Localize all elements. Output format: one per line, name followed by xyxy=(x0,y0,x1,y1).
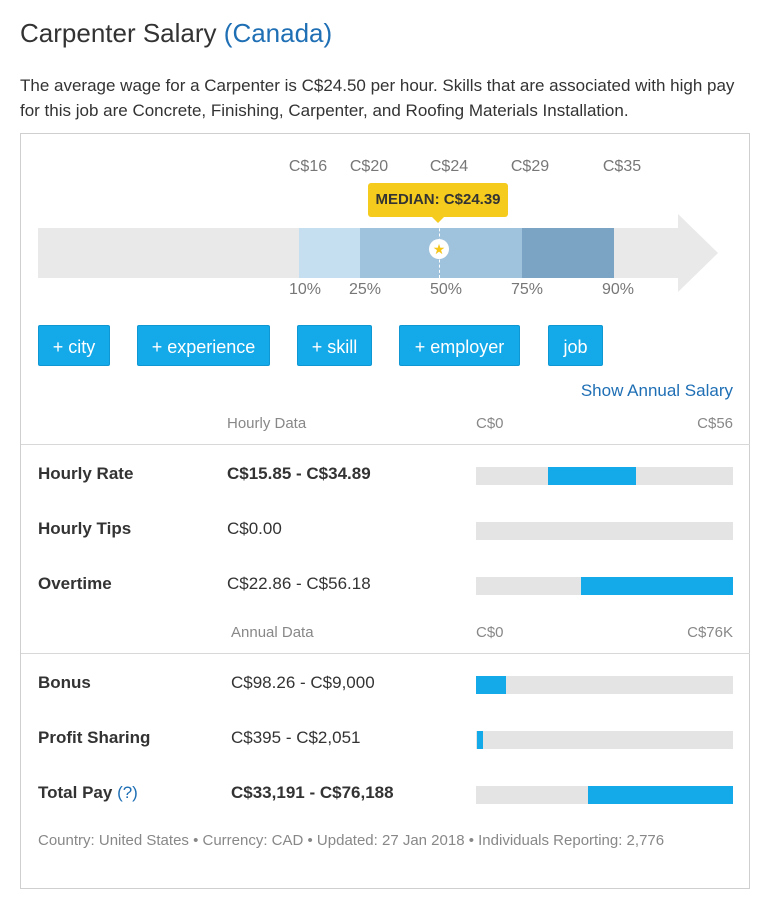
hourly-tips-bar xyxy=(476,522,733,540)
range-value-p10: C$16 xyxy=(288,158,328,175)
hourly-rate-label: Hourly Rate xyxy=(38,464,134,483)
hourly-rate-bar-fill xyxy=(548,467,636,485)
add-skill-button[interactable]: + skill xyxy=(297,325,372,366)
country-link[interactable]: (Canada) xyxy=(223,18,333,48)
bonus-bar-fill xyxy=(476,676,506,694)
profit-sharing-label: Profit Sharing xyxy=(38,728,151,747)
bonus-label: Bonus xyxy=(38,673,91,692)
hourly-divider xyxy=(21,444,750,445)
percentile-label-50: 50% xyxy=(429,281,463,298)
add-experience-button[interactable]: + experience xyxy=(137,325,270,366)
overtime-value: C$22.86 - C$56.18 xyxy=(227,574,371,593)
hourly-rate-value: C$15.85 - C$34.89 xyxy=(227,464,371,483)
data-footnote: Country: United States • Currency: CAD • Updated: 27 Jan 2018 • Individuals Reporting: 2,776 xyxy=(38,832,665,849)
total-pay-help-link[interactable]: (?) xyxy=(117,783,138,802)
total-pay-bar-fill xyxy=(588,786,733,804)
hourly-tips-label: Hourly Tips xyxy=(38,519,132,538)
total-pay-bar xyxy=(476,786,733,804)
percentile-label-25: 25% xyxy=(348,281,382,298)
overtime-bar-fill xyxy=(581,577,733,595)
page-title xyxy=(20,18,332,49)
percentile-label-10: 10% xyxy=(288,281,322,298)
median-tooltip: MEDIAN: C$24.39 xyxy=(368,183,508,217)
hourly-tips-value: C$0.00 xyxy=(227,519,282,538)
hourly-axis-max: C$56 xyxy=(697,415,733,432)
hourly-rate-bar xyxy=(476,467,733,485)
annual-divider xyxy=(21,653,750,654)
percentile-label-75: 75% xyxy=(510,281,544,298)
job-button[interactable]: job xyxy=(548,325,603,366)
range-segment-10-25 xyxy=(299,228,360,278)
range-value-p75: C$29 xyxy=(510,158,550,175)
range-segment-75-90 xyxy=(522,228,614,278)
range-value-p90: C$35 xyxy=(602,158,642,175)
profit-sharing-value: C$395 - C$2,051 xyxy=(231,728,361,747)
job-title: Carpenter Salary xyxy=(20,18,217,48)
add-employer-button[interactable]: + employer xyxy=(399,325,520,366)
hourly-axis-min: C$0 xyxy=(476,415,504,432)
percentile-label-90: 90% xyxy=(601,281,635,298)
total-pay-text: Total Pay xyxy=(38,783,113,802)
range-arrow-head xyxy=(678,214,718,292)
annual-axis-max: C$76K xyxy=(687,624,733,641)
annual-data-label: Annual Data xyxy=(231,624,314,641)
hourly-data-label: Hourly Data xyxy=(227,415,307,432)
profit-sharing-bar xyxy=(476,731,733,749)
total-pay-value: C$33,191 - C$76,188 xyxy=(231,783,394,802)
median-star-icon: ★ xyxy=(429,239,449,259)
annual-axis-min: C$0 xyxy=(476,624,504,641)
range-value-p25: C$20 xyxy=(349,158,389,175)
add-city-button[interactable]: + city xyxy=(38,325,110,366)
overtime-bar xyxy=(476,577,733,595)
total-pay-label xyxy=(38,783,138,803)
overtime-label: Overtime xyxy=(38,574,112,593)
show-annual-salary-link[interactable]: Show Annual Salary xyxy=(580,381,733,400)
bonus-bar xyxy=(476,676,733,694)
range-value-p50: C$24 xyxy=(429,158,469,175)
profit-sharing-bar-fill xyxy=(477,731,483,749)
bonus-value: C$98.26 - C$9,000 xyxy=(231,673,375,692)
salary-summary: The average wage for a Carpenter is C$24.50 per hour. Skills that are associated with high pay for this job are Concrete, Finishing, Carpenter, and Roofing Materials Installation. xyxy=(20,76,735,120)
